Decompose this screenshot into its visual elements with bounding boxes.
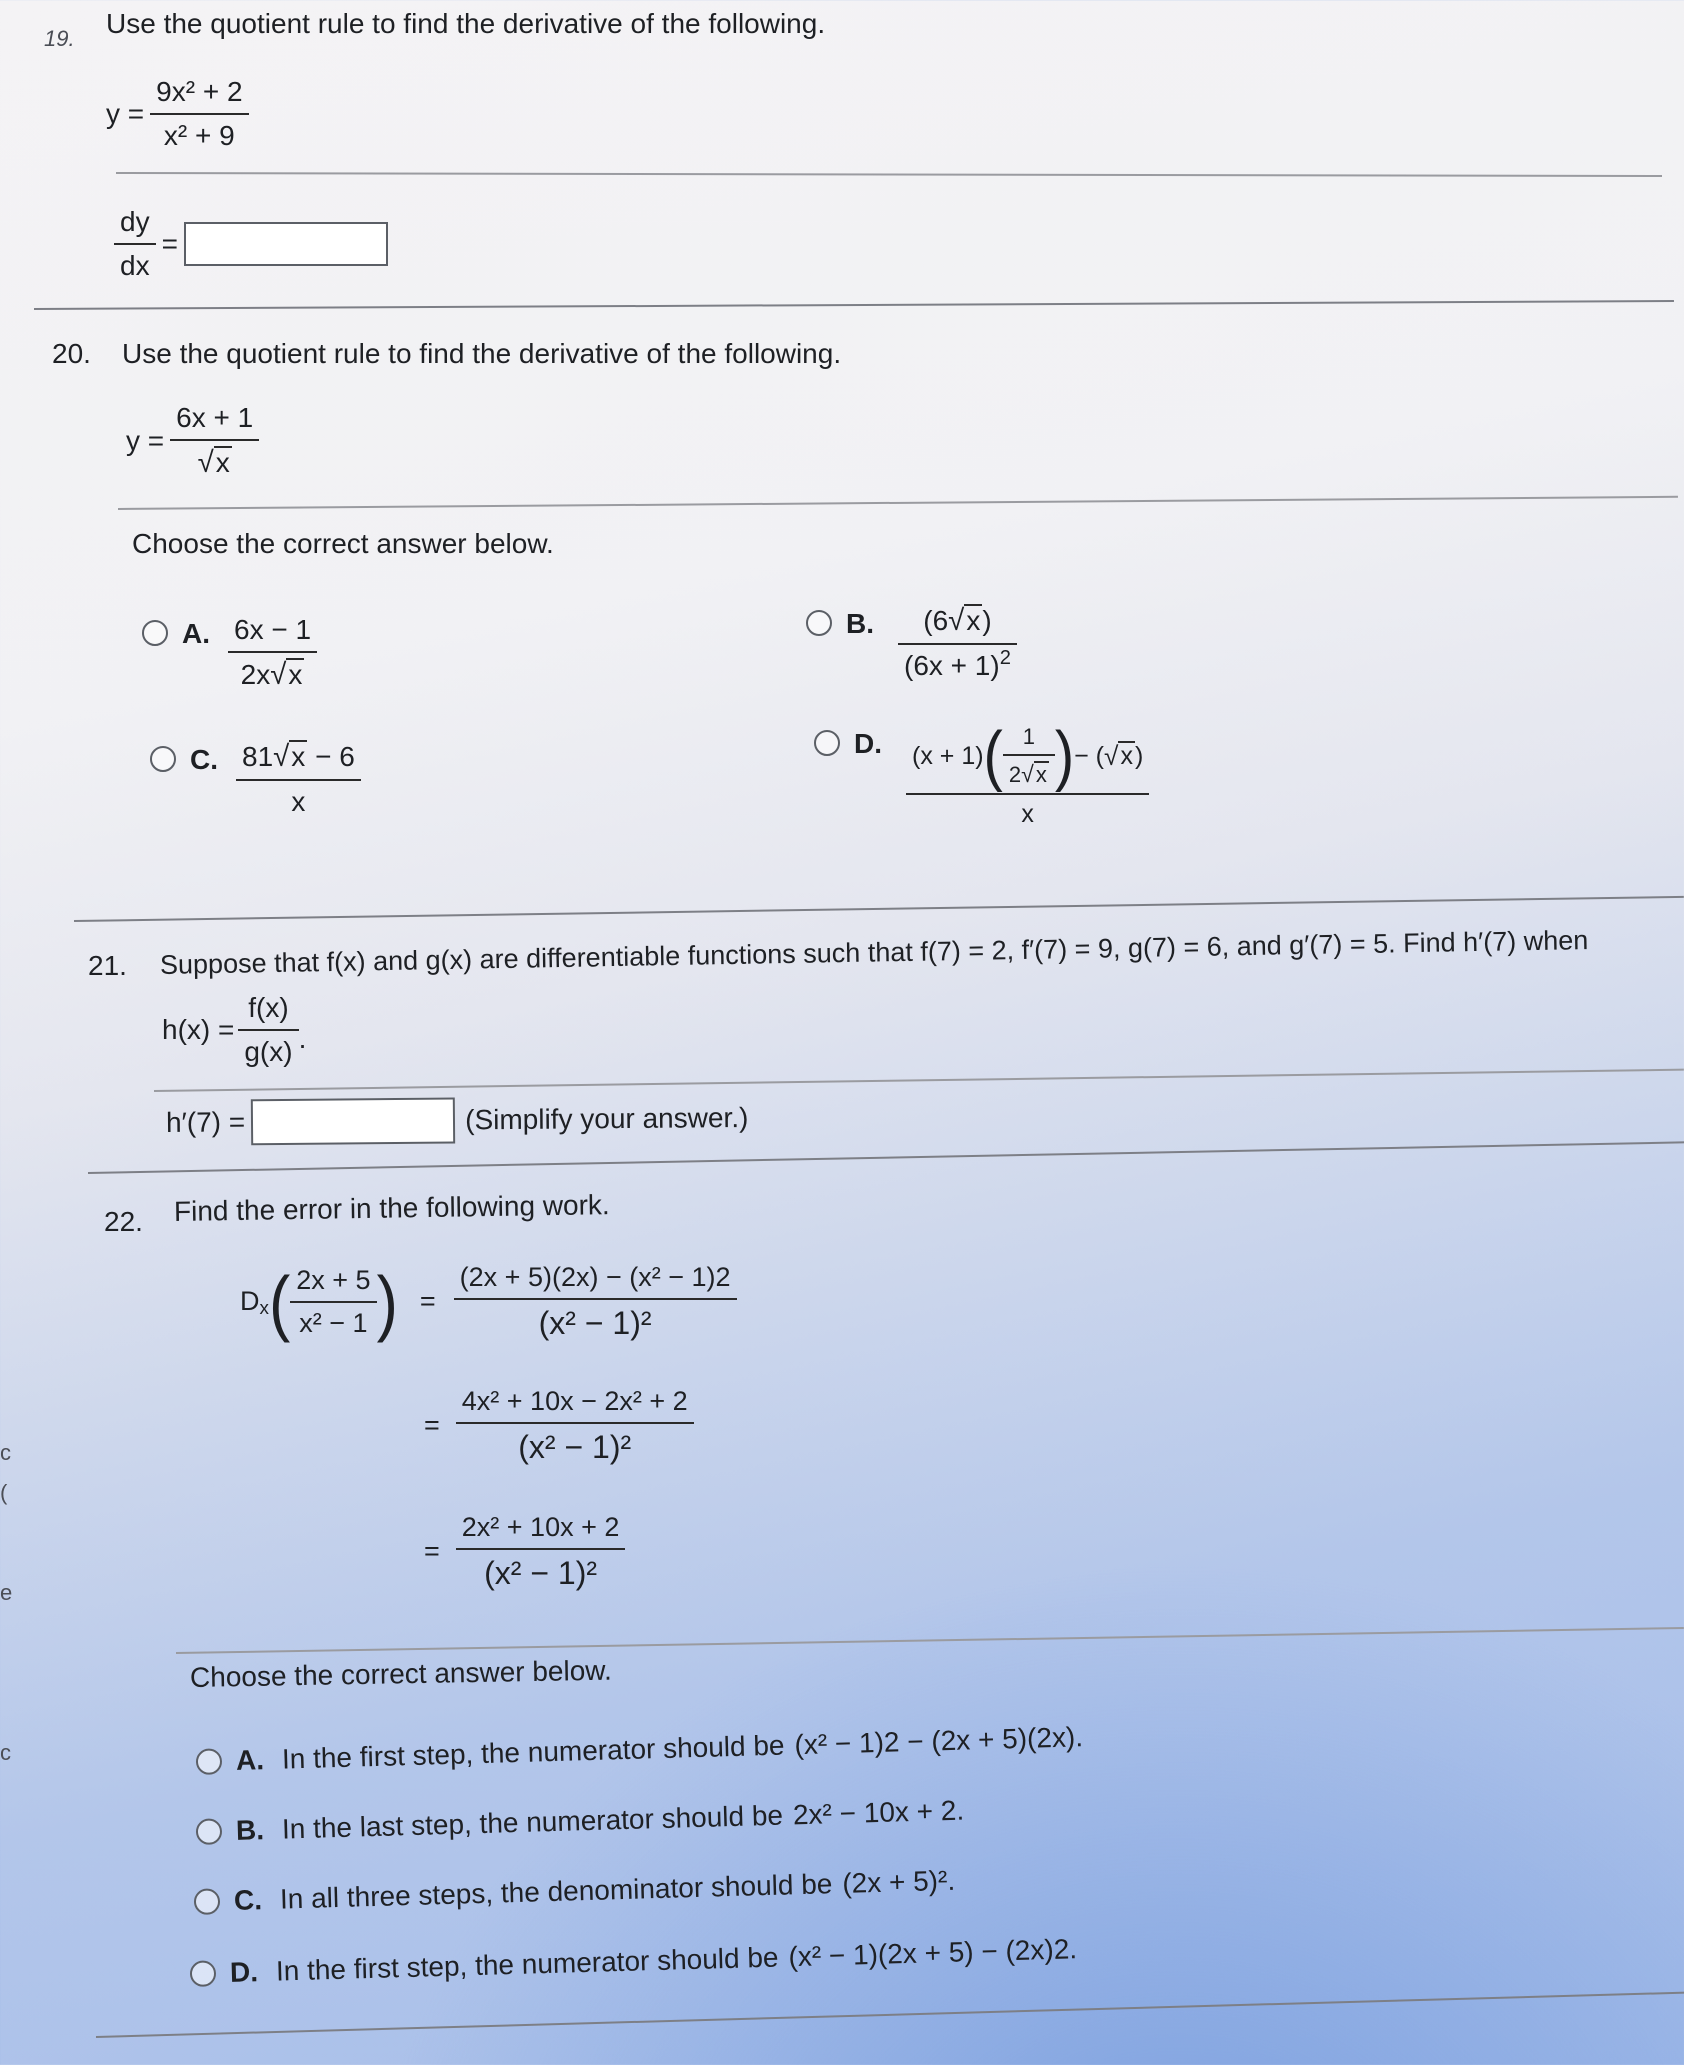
q22-number: 22. <box>104 1206 143 1237</box>
q20-option-c-num-rad: x <box>291 741 306 772</box>
q22-prompt: Find the error in the following work. <box>173 1189 610 1227</box>
q20-option-c-num-coef: 81 <box>242 741 274 772</box>
q22-option-a-label: A. <box>235 1744 265 1776</box>
q20-option-a-radio[interactable] <box>142 620 168 646</box>
q20-option-c-label: C. <box>190 744 218 775</box>
q21-function <box>162 992 306 1068</box>
q20-option-b-den-exp: 2 <box>999 646 1011 669</box>
divider <box>118 496 1678 510</box>
q22-option-b[interactable] <box>196 1795 965 1848</box>
q22-d-label: D <box>240 1286 260 1317</box>
q22-equals-2: = <box>424 1410 440 1441</box>
q21-h-num: f(x) <box>248 992 289 1023</box>
q22-option-d-text: In the first step, the numerator should be <box>275 1941 779 1987</box>
divider <box>116 172 1662 177</box>
q22-option-b-label: B. <box>235 1814 265 1846</box>
q22-step1-num: (2x + 5)(2x) − (x² − 1)2 <box>459 1262 731 1292</box>
q20-option-c-num-rest: − 6 <box>307 741 355 772</box>
q22-step3 <box>424 1512 625 1592</box>
q21-h-den: g(x) <box>244 1036 293 1068</box>
q19-prompt: Use the quotient rule to find the derivative of the following. <box>106 8 826 39</box>
q20-option-d-radio[interactable] <box>814 730 840 756</box>
q22-step1: D $_x$ ( $\frac{2x + 5}{\text{x² − 1}}$ ) = $\frac{\text{(2x + 5)(2x) − (x² − 1)2}}{\text{(x² − 1)²}}$ <box>240 1262 737 1342</box>
q20-option-d-tail-close: ) <box>1134 741 1144 770</box>
divider <box>176 1627 1684 1654</box>
q19-dy: dy <box>120 206 150 237</box>
q22-option-b-expr: 2x² − 10x + 2. <box>792 1794 965 1831</box>
q21-answer-row <box>166 1095 749 1146</box>
q22-step2-num: 4x² + 10x − 2x² + 2 <box>461 1386 688 1416</box>
q19-y-label: y = <box>106 98 145 130</box>
q20-option-b-label: B. <box>846 608 874 639</box>
q22-option-a-radio[interactable] <box>196 1748 223 1775</box>
q20-option-d-tail: − ( <box>1074 741 1105 770</box>
q20-option-a-label: A. <box>182 618 210 649</box>
q20-choose: Choose the correct answer below. <box>132 528 554 559</box>
q22-option-d-label: D. <box>229 1956 259 1988</box>
q22-option-a-text: In the first step, the numerator should be <box>281 1729 785 1775</box>
q22-lhs-num: 2x + 5 <box>296 1264 371 1295</box>
q20-numerator: 6x + 1 <box>176 402 254 433</box>
edge-mark: e <box>0 1580 13 1605</box>
q22-lhs-den: x² − 1 <box>299 1307 368 1338</box>
divider <box>74 896 1684 922</box>
q19-number: 19. <box>44 26 75 51</box>
q22-step1-den: (x² − 1)² <box>538 1305 652 1342</box>
q21-answer-input[interactable] <box>251 1097 455 1145</box>
q20-option-d[interactable]: D. (x + 1) ( 1 2 √ x ) − ( √ x ) x <box>814 724 1149 829</box>
q19-dx: dx <box>120 250 150 282</box>
q22-option-c-text: In all three steps, the denominator should be <box>279 1868 833 1915</box>
q21-period: . <box>298 1023 307 1055</box>
q20-option-b-num-open: (6 <box>923 605 949 636</box>
q20-option-a-num: 6x − 1 <box>234 614 312 645</box>
q22-step3-den: (x² − 1)² <box>484 1555 598 1592</box>
q20-option-b[interactable]: B. (6 √ x ) $(6x + 1)^2$ <box>806 604 1017 682</box>
q20-option-d-lead: (x + 1) <box>912 741 984 770</box>
divider <box>34 300 1674 310</box>
q22-step2-den: (x² − 1)² <box>518 1429 632 1466</box>
q22-option-d-expr: (x² − 1)(2x + 5) − (2x)2. <box>788 1933 1078 1973</box>
q21-answer-label: h′(7) = <box>165 1106 246 1138</box>
q20-option-b-radio[interactable] <box>806 610 832 636</box>
q20-option-d-den: x <box>1021 799 1034 828</box>
edge-mark: c <box>0 1440 11 1465</box>
q19-denominator: x² + 9 <box>163 120 235 152</box>
q20-option-a-den-prefix: 2x <box>240 659 271 691</box>
q20-option-d-inner-den-prefix: 2 <box>1008 762 1022 788</box>
q20-option-b-num-close: ) <box>982 605 992 636</box>
q20-option-b-den: (6x + 1) <box>904 649 1000 681</box>
q20-option-d-tail-rad: x <box>1120 741 1133 770</box>
q20-option-d-inner-rad: x <box>1035 762 1047 788</box>
edge-mark: ( <box>0 1480 8 1505</box>
q19-numerator: 9x² + 2 <box>156 76 243 107</box>
q19-derivative-row <box>114 206 388 282</box>
q19-answer-input[interactable] <box>184 222 388 266</box>
divider <box>154 1069 1684 1092</box>
q22-option-a[interactable] <box>196 1721 1084 1778</box>
q21-prompt: Suppose that f(x) and g(x) are differentiable functions such that f(7) = 2, f′(7) = 9, g(7) = 6, and g′(7) = 5. Find h′(7) when <box>159 925 1589 980</box>
q20-option-a-den-rad: x <box>288 659 303 691</box>
q22-option-c[interactable] <box>194 1865 956 1918</box>
q19-equals: = <box>161 228 178 260</box>
q20-option-c-radio[interactable] <box>150 746 176 772</box>
q20-y-label: y = <box>126 425 165 456</box>
q22-step3-num: 2x² + 10x + 2 <box>461 1512 620 1542</box>
q20-option-c[interactable]: C. 81 √ x − 6 x <box>150 740 361 818</box>
edge-mark: c <box>0 1740 11 1765</box>
q22-equals-1: = <box>419 1286 436 1317</box>
q20-prompt: Use the quotient rule to find the derivative of the following. <box>122 338 842 369</box>
divider <box>96 1992 1684 2038</box>
q21-h-label: h(x) = <box>162 1014 235 1046</box>
q20-number: 20. <box>52 338 91 369</box>
q22-option-d[interactable] <box>190 1933 1078 1990</box>
q22-option-a-expr: (x² − 1)2 − (2x + 5)(2x). <box>794 1721 1084 1761</box>
q21-number: 21. <box>88 950 127 981</box>
q22-step2 <box>424 1386 694 1466</box>
q22-option-c-expr: (2x + 5)². <box>841 1864 956 1899</box>
q22-option-b-text: In the last step, the numerator should be <box>281 1799 784 1845</box>
q20-denominator: x <box>215 447 230 479</box>
q20-option-a[interactable]: A. 6x − 1 2x √ x <box>142 614 317 692</box>
q20-function: y = 6x + 1 √ x <box>126 402 259 480</box>
q22-option-b-radio[interactable] <box>196 1818 223 1845</box>
q22-d-sub: x <box>259 1297 269 1319</box>
q22-equals-3: = <box>424 1536 440 1567</box>
q20-option-b-num-rad: x <box>966 605 981 636</box>
q21-hint: (Simplify your answer.) <box>465 1101 749 1136</box>
q22-option-c-label: C. <box>233 1884 263 1916</box>
q20-option-d-label: D. <box>854 728 882 759</box>
q20-option-d-inner-num: 1 <box>1022 724 1035 749</box>
q22-choose: Choose the correct answer below. <box>189 1654 612 1693</box>
q22-option-c-radio[interactable] <box>194 1888 221 1915</box>
q20-option-c-den: x <box>291 785 306 817</box>
divider <box>88 1141 1684 1174</box>
q19-function <box>106 76 249 152</box>
q22-option-d-radio[interactable] <box>190 1960 217 1987</box>
